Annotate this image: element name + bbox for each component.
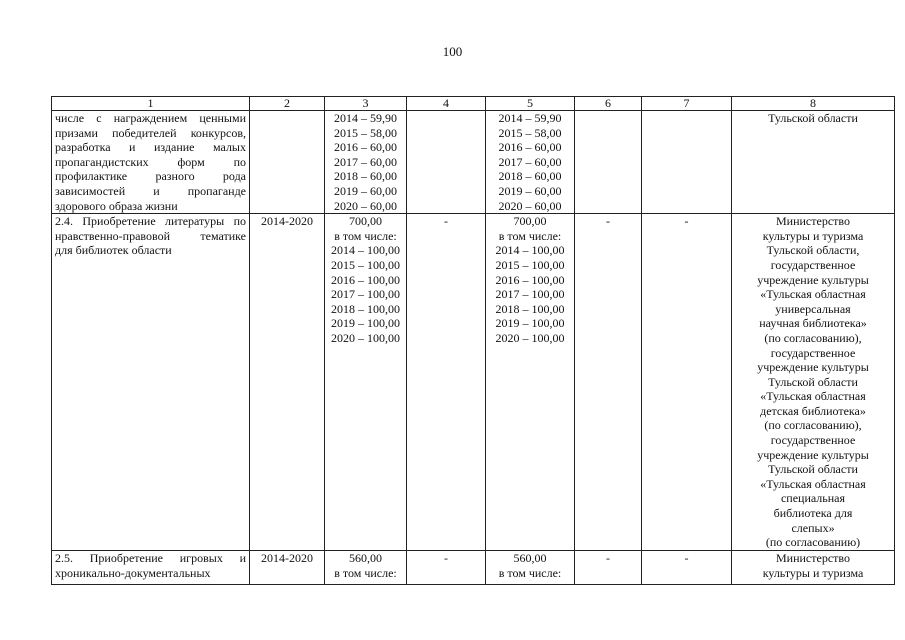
measure-description-cell	[52, 551, 250, 585]
cell-line: 2020 – 60,00	[334, 198, 397, 213]
column-header: 1	[52, 97, 250, 111]
total-funding-cell	[325, 111, 407, 214]
executor-cell	[732, 551, 895, 585]
page-number: 100	[442, 44, 463, 59]
cell-line: Тульской области	[768, 374, 858, 389]
cell-line: разработка и издание малых	[55, 140, 246, 155]
cell-line: 2016 – 60,00	[334, 140, 397, 155]
cell-line: 2017 – 60,00	[498, 154, 562, 169]
period-cell: 2014-2020	[250, 214, 325, 551]
cell-line: специальная	[780, 491, 846, 506]
cell-line: 2.4. Приобретение литературы по	[55, 214, 246, 229]
cell-line: в том числе:	[334, 565, 397, 580]
cell-line: 2019 – 60,00	[334, 183, 397, 198]
cell-line: учреждение культуры	[757, 360, 869, 375]
cell-line: здорового образа жизни	[55, 198, 178, 213]
cell-line: пропагандистских форм по	[55, 154, 246, 169]
cell-line: детская библиотека»	[760, 403, 866, 418]
period-cell: 2014-2020	[250, 551, 325, 585]
cell-line: 2015 – 100,00	[495, 257, 565, 272]
table-row	[52, 214, 895, 551]
cell-line: универсальная	[775, 301, 851, 316]
cell-line: 2.5. Приобретение игровых и	[55, 551, 246, 566]
column-header: 5	[486, 97, 575, 111]
regional-budget-cell	[486, 214, 575, 551]
cell-line: государственное	[770, 345, 856, 360]
cell-line: «Тульская областная	[760, 476, 866, 491]
cell-line: 2018 – 100,00	[331, 301, 400, 316]
cell-line: числе с награждением ценными	[55, 111, 246, 125]
cell-line: в том числе:	[498, 228, 562, 243]
cell-line: учреждение культуры	[757, 447, 869, 462]
cell-line: учреждение культуры	[757, 272, 869, 287]
period-cell	[250, 111, 325, 214]
cell-line: для библиотек области	[55, 243, 172, 258]
cell-line: 2014 – 59,90	[334, 111, 397, 125]
cell-line: Тульской области	[768, 111, 858, 125]
federal-budget-cell: -	[407, 551, 486, 585]
cell-line: культуры и туризма	[762, 565, 864, 580]
cell-line: призами победителей конкурсов,	[55, 125, 246, 140]
cell-line: 2018 – 60,00	[498, 169, 562, 184]
local-budget-cell	[575, 111, 642, 214]
cell-line: библиотека для	[773, 506, 853, 521]
column-header: 2	[250, 97, 325, 111]
regional-budget-cell	[486, 111, 575, 214]
other-sources-cell	[642, 111, 732, 214]
cell-line: зависимостей и пропаганде	[55, 183, 246, 198]
column-header: 7	[642, 97, 732, 111]
cell-line: государственное	[770, 433, 856, 448]
regional-budget-cell	[486, 551, 575, 585]
cell-line: 700,00	[513, 214, 547, 229]
cell-line: в том числе:	[498, 565, 562, 580]
cell-line: 2020 – 60,00	[498, 198, 562, 213]
cell-line: 560,00	[513, 551, 547, 566]
executor-cell	[732, 214, 895, 551]
cell-line: 2014 – 59,90	[498, 111, 562, 125]
cell-line: 2017 – 100,00	[331, 287, 400, 302]
cell-line: Тульской области,	[766, 243, 860, 258]
other-sources-cell: -	[642, 214, 732, 551]
cell-line: Министерство	[776, 551, 850, 566]
cell-line: 2015 – 58,00	[334, 125, 397, 140]
cell-line: 2014 – 100,00	[331, 243, 400, 258]
cell-line: научная библиотека»	[759, 316, 867, 331]
table-row	[52, 551, 895, 585]
cell-line: «Тульская областная	[760, 287, 866, 302]
cell-line: культуры и туризма	[762, 228, 864, 243]
cell-line: (по согласованию)	[765, 535, 861, 550]
cell-line: 2019 – 100,00	[331, 316, 400, 331]
total-funding-cell	[325, 551, 407, 585]
cell-line: 2018 – 60,00	[334, 169, 397, 184]
local-budget-cell: -	[575, 214, 642, 551]
total-funding-cell	[325, 214, 407, 551]
column-header: 4	[407, 97, 486, 111]
column-number-row	[52, 97, 895, 111]
program-table	[51, 96, 895, 585]
local-budget-cell: -	[575, 551, 642, 585]
other-sources-cell: -	[642, 551, 732, 585]
column-header: 8	[732, 97, 895, 111]
cell-line: слепых»	[791, 520, 835, 535]
cell-line: 2020 – 100,00	[331, 330, 400, 345]
cell-line: 560,00	[349, 551, 382, 566]
federal-budget-cell: -	[407, 214, 486, 551]
cell-line: в том числе:	[334, 228, 397, 243]
cell-line: 2019 – 100,00	[495, 316, 565, 331]
cell-line: 2018 – 100,00	[495, 301, 565, 316]
cell-line: профилактике разного рода	[55, 169, 246, 184]
table-row	[52, 111, 895, 214]
cell-line: 2016 – 100,00	[495, 272, 565, 287]
column-header: 3	[325, 97, 407, 111]
cell-line: Министерство	[776, 214, 850, 229]
cell-line: 2019 – 60,00	[498, 183, 562, 198]
cell-line: «Тульская областная	[760, 389, 866, 404]
measure-description-cell	[52, 214, 250, 551]
cell-line: 2020 – 100,00	[495, 330, 565, 345]
cell-line: 2017 – 60,00	[334, 154, 397, 169]
cell-line: 2015 – 58,00	[498, 125, 562, 140]
cell-line: (по согласованию),	[764, 330, 862, 345]
cell-line: Тульской области	[768, 462, 858, 477]
cell-line: 2016 – 60,00	[498, 140, 562, 155]
cell-line: (по согласованию),	[764, 418, 862, 433]
measure-description-cell	[52, 111, 250, 214]
cell-line: хроникально-документальных	[55, 565, 211, 580]
cell-line: 2017 – 100,00	[495, 287, 565, 302]
cell-line: 700,00	[349, 214, 382, 229]
federal-budget-cell	[407, 111, 486, 214]
cell-line: государственное	[770, 257, 856, 272]
executor-cell	[732, 111, 895, 214]
cell-line: 2015 – 100,00	[331, 257, 400, 272]
cell-line: 2016 – 100,00	[331, 272, 400, 287]
cell-line: нравственно-правовой тематике	[55, 228, 246, 243]
column-header: 6	[575, 97, 642, 111]
cell-line: 2014 – 100,00	[495, 243, 565, 258]
